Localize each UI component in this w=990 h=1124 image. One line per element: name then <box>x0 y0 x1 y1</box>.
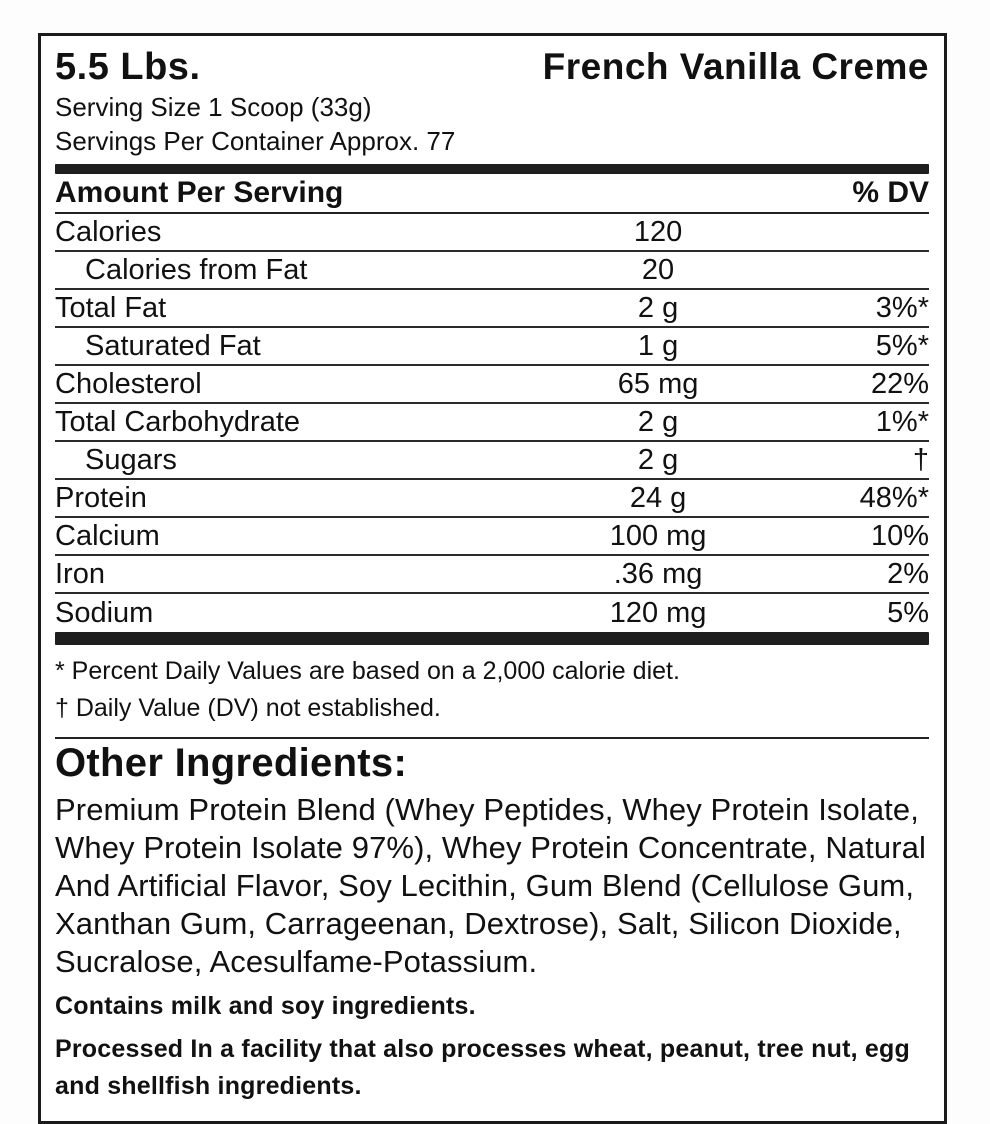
nutrient-amount: 120 <box>633 215 683 248</box>
nutrition-label <box>38 33 947 1124</box>
table-row-cholesterol <box>55 366 929 404</box>
percent-dv-header: % DV <box>852 176 929 209</box>
label-header <box>55 46 929 89</box>
nutrient-amount: 2 g <box>637 291 679 324</box>
nutrient-label: Iron <box>55 557 105 590</box>
nutrient-amount: 2 g <box>637 443 679 476</box>
footnote-percent-dv: * Percent Daily Values are based on a 2,000 calorie diet. <box>55 657 680 685</box>
table-row-protein <box>55 480 929 518</box>
servings-per-container: Servings Per Container Approx. 77 <box>55 126 456 156</box>
nutrient-dv: † <box>912 443 929 476</box>
nutrient-dv: 10% <box>870 519 929 552</box>
nutrient-amount: 24 g <box>629 481 687 514</box>
nutrient-dv: 48%* <box>859 481 929 514</box>
nutrient-label: Calcium <box>55 519 160 552</box>
nutrient-amount: 120 mg <box>609 596 707 629</box>
allergen-contains-statement: Contains milk and soy ingredients. <box>55 992 476 1020</box>
nutrient-label: Sugars <box>85 443 177 476</box>
nutrient-label: Calories from Fat <box>85 253 308 286</box>
table-row-saturated-fat <box>55 328 929 366</box>
table-row-total-carbohydrate <box>55 404 929 442</box>
nutrient-amount: .36 mg <box>613 557 703 590</box>
nutrient-amount: 100 mg <box>609 519 707 552</box>
nutrient-label: Total Carbohydrate <box>55 405 301 438</box>
nutrient-dv: 2% <box>887 557 929 590</box>
nutrient-label: Total Fat <box>55 291 167 324</box>
nutrient-label: Cholesterol <box>55 367 202 400</box>
nutrient-label: Saturated Fat <box>85 329 261 362</box>
nutrient-label: Sodium <box>55 596 154 629</box>
table-row-calories-from-fat <box>55 252 929 290</box>
nutrient-dv: 1%* <box>875 405 929 438</box>
nutrient-table <box>55 214 929 632</box>
table-row-sugars <box>55 442 929 480</box>
table-row-calcium <box>55 518 929 556</box>
footnotes <box>55 645 929 739</box>
table-row-sodium <box>55 594 929 632</box>
nutrient-amount: 65 mg <box>617 367 699 400</box>
flavor-name: French Vanilla Creme <box>542 46 929 87</box>
divider-thick-bottom <box>55 632 929 645</box>
ingredients-list: Premium Protein Blend (Whey Peptides, Whey Protein Isolate, Whey Protein Isolate 97%), Whey Protein Concentrate, Natural And Artificial Flavor, Soy Lecithin, Gum Blend (Cellulose Gum, Xanthan Gum, Carrageenan, Dextrose), Salt, Silicon Dioxide, Sucralose, Acesulfame-Potassium. <box>55 792 926 979</box>
footnote-dv-not-established: † Daily Value (DV) not established. <box>55 694 441 722</box>
amount-per-serving-header: Amount Per Serving <box>55 176 344 209</box>
nutrient-dv: 22% <box>870 367 929 400</box>
nutrient-amount: 2 g <box>637 405 679 438</box>
table-header <box>55 174 929 214</box>
table-row-total-fat <box>55 290 929 328</box>
allergen-facility-statement: Processed In a facility that also processes wheat, peanut, tree nut, egg and shellfish ingredients. <box>55 1035 910 1100</box>
nutrient-label: Calories <box>55 215 162 248</box>
nutrient-dv: 5% <box>887 596 929 629</box>
container-size: 5.5 Lbs. <box>55 46 201 88</box>
table-row-calories <box>55 214 929 252</box>
table-row-iron <box>55 556 929 594</box>
nutrient-dv: 5%* <box>875 329 929 362</box>
other-ingredients-heading: Other Ingredients: <box>55 741 408 785</box>
nutrient-label: Protein <box>55 481 147 514</box>
nutrient-amount: 20 <box>641 253 675 286</box>
nutrient-amount: 1 g <box>637 329 679 362</box>
divider-thick-top <box>55 164 929 174</box>
serving-size: Serving Size 1 Scoop (33g) <box>55 92 372 122</box>
nutrient-dv: 3%* <box>875 291 929 324</box>
